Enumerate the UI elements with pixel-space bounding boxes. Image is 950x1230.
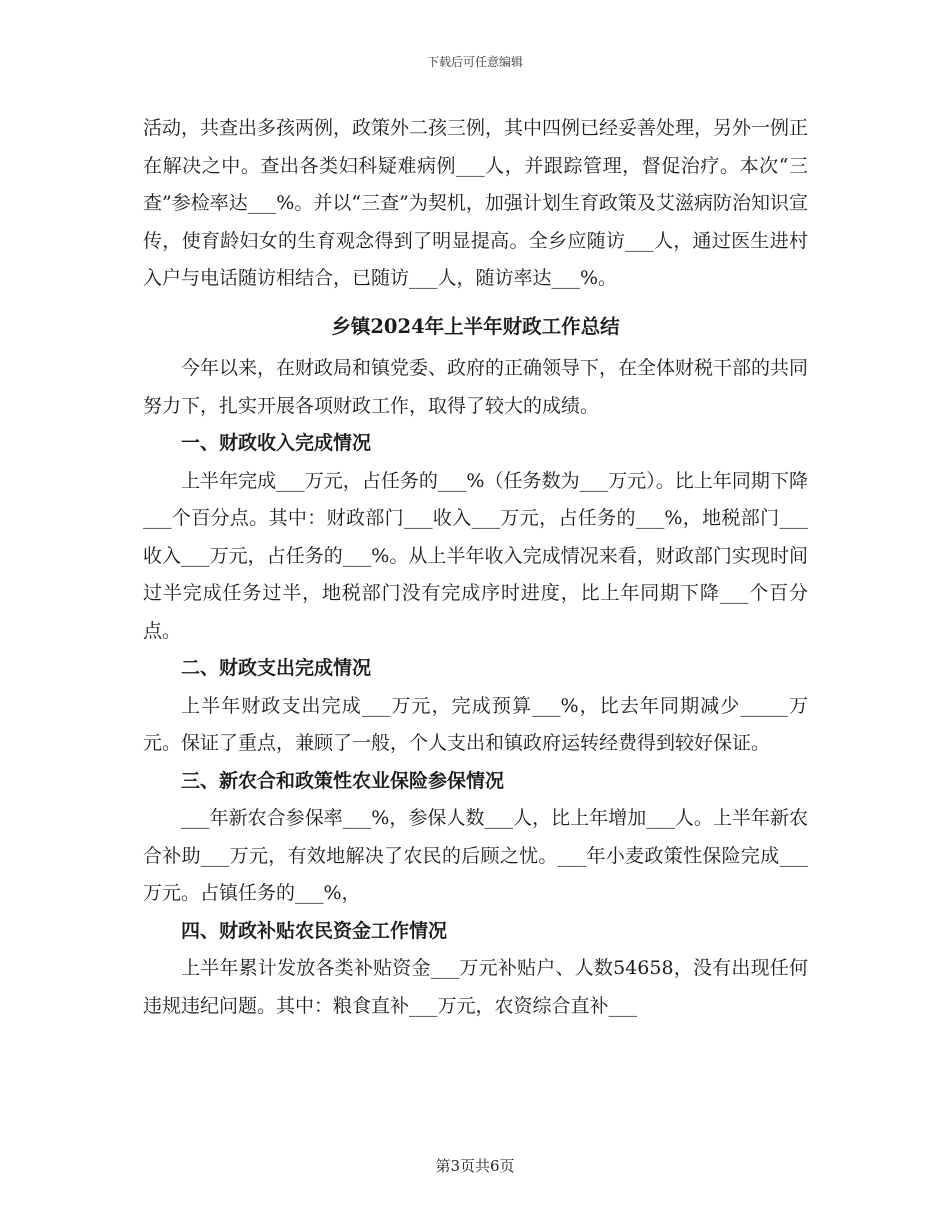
section-heading-subsidy: 四、财政补贴农民资金工作情况 xyxy=(181,919,448,942)
page-header-note: 下载后可任意编辑 xyxy=(426,55,523,69)
document-title: 乡镇2024年上半年财政工作总结 xyxy=(331,314,620,338)
section-heading-income: 一、财政收入完成情况 xyxy=(181,432,372,454)
section-body-subsidy: 上半年累计发放各类补贴资金___万元补贴户、人数54658，没有出现任何违规违纪问题。其中：粮食直补___万元，农资综合直补___ xyxy=(143,957,808,1017)
section-body-income: 上半年完成___万元，占任务的___%（任务数为___万元）。比上年同期下降___个百分点。其中：财政部门___收入___万元，占任务的___%，地税部门___收入___万元，占任务的___%。从上半年收入完成情况来看，财政部门实现时间过半完成任务过半，地税部门没有完成序时进度，比上年同期下降___个百分点。 xyxy=(143,469,808,642)
intro-paragraph: 活动，共查出多孩两例，政策外二孩三例，其中四例已经妥善处理，另外一例正在解决之中。查出各类妇科疑难病例___人，并跟踪管理，督促治疗。本次“三查”参检率达___%。并以“三查”为契机，加强计划生育政策及艾滋病防治知识宣传，使育龄妇女的生育观念得到了明显提高。全乡应随访___人，通过医生进村入户与电话随访相结合，已随访___人，随访率达___%。 xyxy=(143,117,809,289)
section-heading-insurance: 三、新农合和政策性农业保险参保情况 xyxy=(181,769,505,792)
section-heading-expenditure: 二、财政支出完成情况 xyxy=(181,657,372,679)
page-footer-number: 第3页共6页 xyxy=(435,1157,515,1175)
opening-paragraph: 今年以来，在财政局和镇党委、政府的正确领导下，在全体财税干部的共同努力下，扎实开展各项财政工作，取得了较大的成绩。 xyxy=(143,357,809,417)
document-body xyxy=(143,110,808,1025)
section-body-expenditure: 上半年财政支出完成___万元，完成预算___%，比去年同期减少_____万元。保证了重点，兼顾了一般，个人支出和镇政府运转经费得到较好保证。 xyxy=(143,694,808,754)
section-body-insurance: ___年新农合参保率___%，参保人数___人，比上年增加___人。上半年新农合补助___万元，有效地解决了农民的后顾之忧。___年小麦政策性保险完成___万元。占镇任务的___%， xyxy=(143,807,808,904)
